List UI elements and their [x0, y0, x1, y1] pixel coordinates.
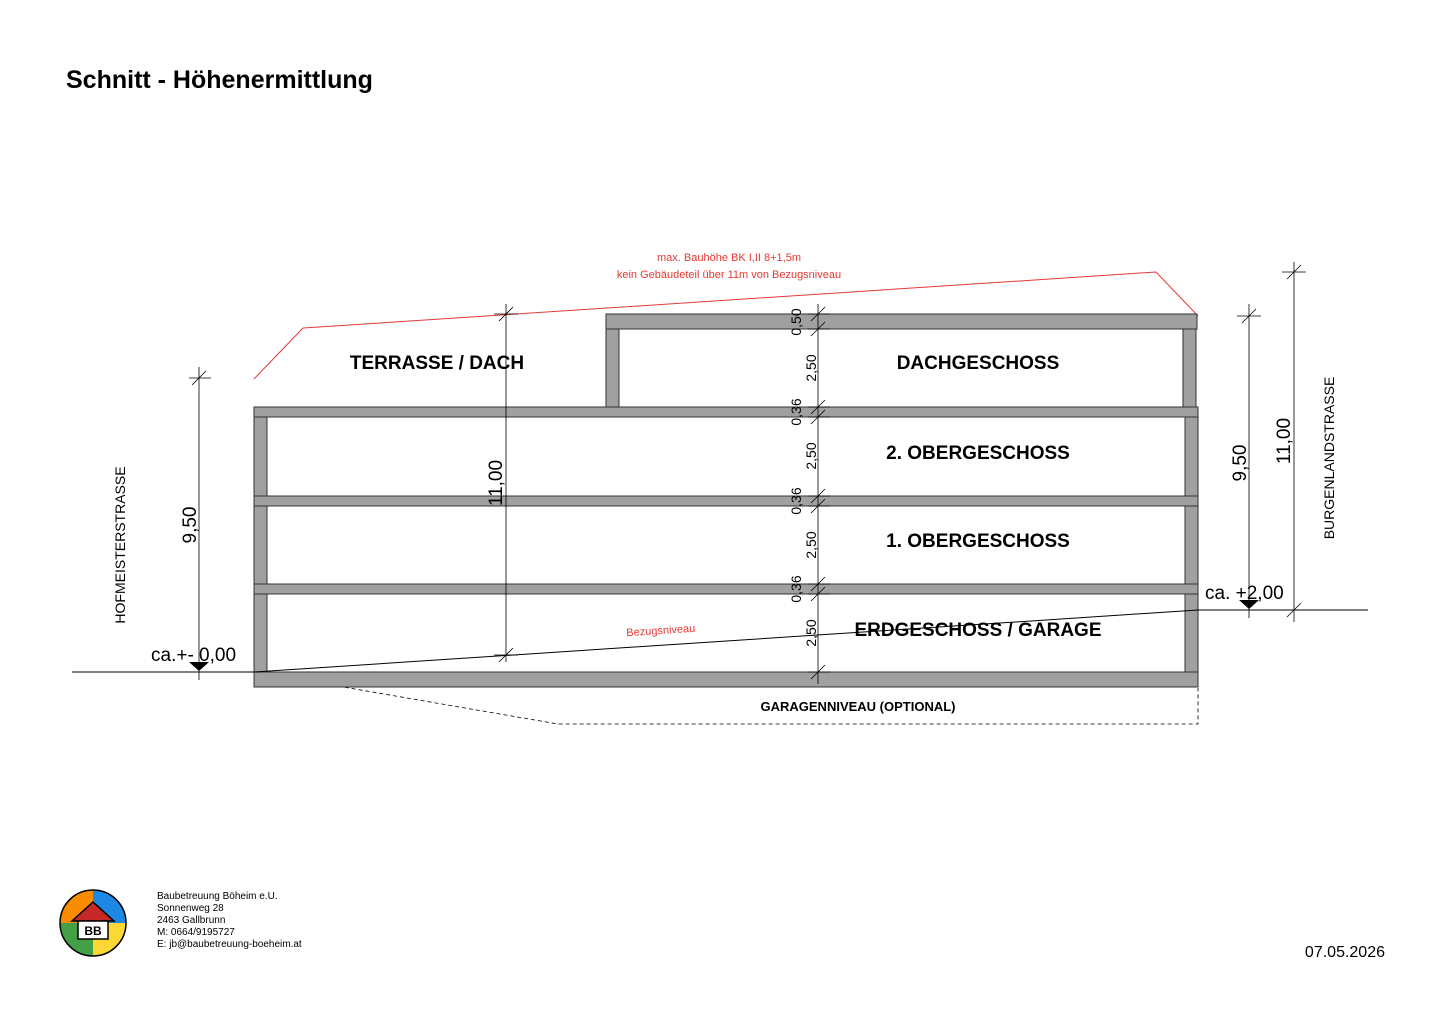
reference-level-line — [254, 610, 1198, 672]
street-label-right: BURGENLANDSTRASSE — [1321, 376, 1337, 540]
chain-dim-0: 0,50 — [788, 308, 804, 336]
floor1-wall-right — [1185, 506, 1198, 584]
slab-above-floor2 — [254, 407, 1198, 417]
slab-above-ground — [254, 584, 1198, 594]
page-title: Schnitt - Höhenermittlung — [66, 66, 373, 94]
red-annotation-line2: kein Gebäudeteil über 11m von Bezugsniveau — [616, 269, 842, 281]
room-label-floor1: 1. OBERGESCHOSS — [886, 531, 1070, 552]
floor1-wall-left — [254, 506, 267, 584]
dimension-left-height — [180, 367, 211, 680]
company-mobile: M: 0664/9195727 — [157, 927, 235, 938]
attic-roof-slab — [606, 314, 1197, 329]
room-label-terrace: TERRASSE / DACH — [349, 353, 525, 374]
room-label-attic: DACHGESCHOSS — [896, 353, 1060, 374]
svg-text:11,00: 11,00 — [486, 459, 507, 507]
room-label-floor2: 2. OBERGESCHOSS — [886, 443, 1070, 464]
company-city: 2463 Gallbrunn — [157, 915, 226, 926]
dimension-right-total — [1274, 262, 1306, 622]
ground-wall-right — [1185, 594, 1198, 672]
attic-wall-left — [606, 329, 619, 407]
chain-dim-3: 2,50 — [803, 442, 819, 470]
chain-dim-4: 0,36 — [788, 487, 804, 515]
svg-text:9,50: 9,50 — [180, 506, 201, 544]
chain-dim-1: 2,50 — [803, 354, 819, 382]
svg-text:9,50: 9,50 — [1230, 444, 1251, 482]
ground-wall-left — [254, 594, 267, 672]
dimension-chain — [788, 304, 830, 684]
reference-level-label: Bezugsniveau — [625, 622, 696, 640]
floor2-wall-left — [254, 417, 267, 496]
company-info — [157, 891, 302, 951]
attic-wall-right — [1183, 329, 1196, 407]
level-label-left: ca.+- 0,00 — [151, 645, 237, 666]
garage-level-label: GARAGENNIVEAU (OPTIONAL) — [760, 699, 956, 714]
logo-text: BB — [84, 924, 102, 938]
floor2-wall-right — [1185, 417, 1198, 496]
company-logo-icon — [58, 888, 128, 958]
level-label-right: ca. +2,00 — [1205, 583, 1284, 604]
red-annotation-line1: max. Bauhöhe BK I,II 8+1,5m — [657, 252, 801, 264]
room-label-ground: ERDGESCHOSS / GARAGE — [854, 620, 1102, 641]
chain-dim-2: 0,36 — [788, 398, 804, 426]
chain-dim-5: 2,50 — [803, 531, 819, 559]
chain-dim-6: 0,36 — [788, 575, 804, 603]
company-street: Sonnenweg 28 — [157, 903, 224, 914]
ground-slab — [254, 672, 1198, 687]
dimension-right-height — [1230, 304, 1261, 618]
company-email: E: jb@baubetreuung-boeheim.at — [157, 939, 302, 950]
svg-text:11,00: 11,00 — [1274, 417, 1295, 465]
company-name: Baubetreuung Böheim e.U. — [157, 891, 278, 902]
chain-dim-7: 2,50 — [803, 619, 819, 647]
slab-above-floor1 — [254, 496, 1198, 506]
street-label-left: HOFMEISTERSTRASSE — [112, 466, 128, 624]
document-date: 07.05.2026 — [1304, 944, 1385, 961]
